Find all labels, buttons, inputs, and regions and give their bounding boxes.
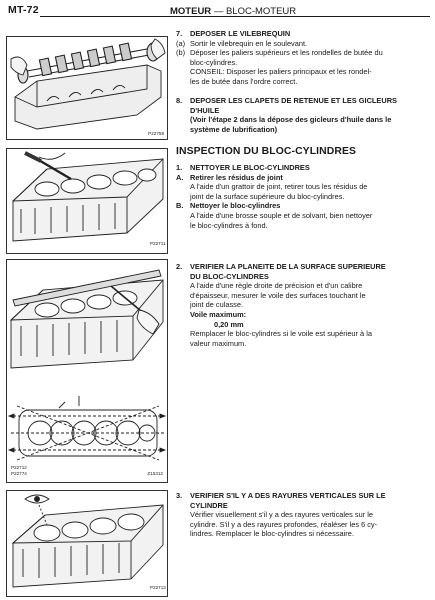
inspection-step-3 <box>176 491 428 539</box>
figure-code: P22713 <box>150 585 166 590</box>
step-text: A l'aide d'un grattoir de joint, retirer tous les résidus de <box>190 182 368 192</box>
spec-value: 0,20 mm <box>214 319 244 329</box>
crankshaft-illustration <box>7 37 167 139</box>
step-number: 7. <box>176 29 183 38</box>
sub-title: Retirer les résidus de joint <box>190 172 283 182</box>
step-text: le bloc-cylindres à fond. <box>190 220 268 230</box>
header-separator: — <box>213 6 224 17</box>
step-number: 2. <box>176 262 183 271</box>
page-header-title <box>170 6 296 17</box>
step-title: CYLINDRE <box>190 500 228 510</box>
step-number: 1. <box>176 163 183 172</box>
step-title: NETTOYER LE BLOC-CYLINDRES <box>190 163 310 172</box>
step-text: cylindre. S'il y a des rayures profondes, réaléser les 6 cy- <box>190 519 378 529</box>
inspection-step-1 <box>176 163 428 230</box>
step-title: D'HUILE <box>190 105 220 115</box>
figure-gasket-scraping <box>6 148 168 254</box>
step-text: valeur maximum. <box>190 338 247 348</box>
step-text: Vérifier visuellement s'il y a des rayures verticales sur le <box>190 510 373 520</box>
step-text: A l'aide d'une brosse souple et de solvant, bien nettoyer <box>190 210 373 220</box>
step-title: DEPOSER LE VILEBREQUIN <box>190 29 291 38</box>
step-number: 8. <box>176 96 183 105</box>
figure-code: P22774 <box>11 471 27 476</box>
sub-label: A. <box>176 172 184 182</box>
step-text: d'épaisseur, mesurer le voile des surfaces touchant le <box>190 290 366 300</box>
step-title: DEPOSER LES CLAPETS DE RETENUE ET LES GICLEURS <box>190 96 397 105</box>
spec-label: Voile maximum: <box>190 309 247 319</box>
step-title: DU BLOC-CYLINDRES <box>190 271 269 281</box>
step-8-block <box>176 96 428 134</box>
figure-flatness-check <box>6 259 168 483</box>
step-number: 3. <box>176 491 183 500</box>
figure-code: P22711 <box>150 241 166 246</box>
sub-title: Nettoyer le bloc-cylindres <box>190 201 281 211</box>
cylinder-inspection-illustration <box>7 491 167 596</box>
conseil-note: les de butée dans l'ordre correct. <box>190 76 298 86</box>
step-title: VERIFIER S'IL Y A DES RAYURES VERTICALES SUR LE <box>190 491 386 500</box>
section-name: MOTEUR <box>170 6 212 17</box>
sub-label: (b) <box>176 48 186 58</box>
sub-label: (a) <box>176 38 186 48</box>
page-number: MT-72 <box>8 4 39 16</box>
step-title: VERIFIER LA PLANEITE DE LA SURFACE SUPERIEURE <box>190 262 386 271</box>
step-text: joint de culasse. <box>190 300 243 310</box>
conseil-note: CONSEIL: Disposer les paliers principaux et les rondel- <box>190 67 372 77</box>
figure-code: P22758 <box>148 131 164 136</box>
figure-code: Z15312 <box>147 471 163 476</box>
step-text: Sortir le vilebrequin en le soulevant. <box>190 38 308 48</box>
step-text: Déposer les paliers supérieurs et les rondelles de butée du <box>190 48 383 58</box>
figure-cylinder-inspection <box>6 490 168 597</box>
inspection-step-2 <box>176 262 428 348</box>
figure-code: P22712 <box>11 465 27 470</box>
flatness-illustration <box>7 260 167 482</box>
subsection-name: BLOC-MOTEUR <box>225 6 297 17</box>
step-text: bloc-cylindres. <box>190 57 238 67</box>
step-note: système de lubrification) <box>190 124 278 134</box>
step-7-block <box>176 29 428 87</box>
step-text: Remplacer le bloc-cylindres si le voile est supérieur à la <box>190 329 372 339</box>
figure-crankshaft-removal <box>6 36 168 140</box>
sub-label: B. <box>176 201 184 211</box>
step-text: A l'aide d'une règle droite de précision et d'un calibre <box>190 281 363 291</box>
step-text: joint de la surface supérieure du bloc-cylindres. <box>190 191 345 201</box>
step-note: (Voir l'étape 2 dans la dépose des gicleurs d'huile dans le <box>190 115 392 125</box>
block-scraping-illustration <box>7 149 167 253</box>
section-heading: INSPECTION DU BLOC-CYLINDRES <box>176 146 357 157</box>
step-text: lindres. Remplacer le bloc-cylindres si nécessaire. <box>190 529 354 539</box>
